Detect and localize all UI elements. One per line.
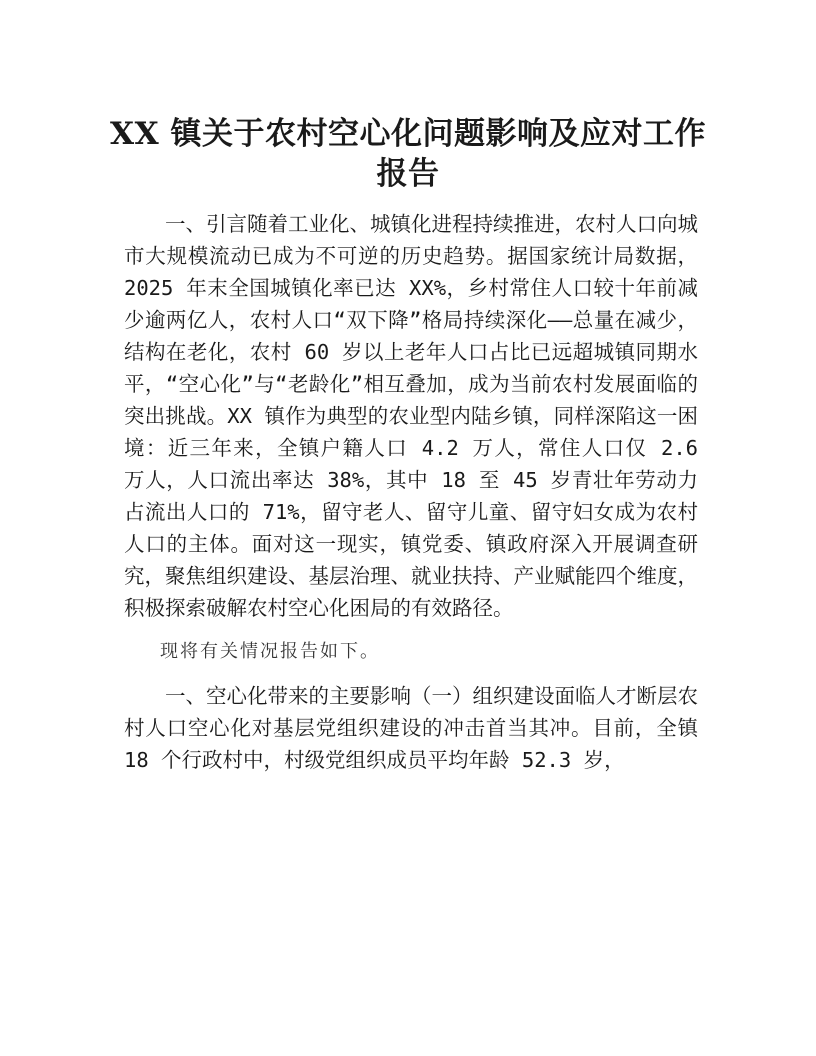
paragraph-section-one: 一、空心化带来的主要影响（一）组织建设面临人才断层农村人口空心化对基层党组织建设的冲击首当其冲。目前，全镇 18 个行政村中，村级党组织成员平均年龄 52.3 岁， [124, 684, 698, 772]
title-line-2: 报告 [376, 156, 440, 192]
paragraph-introduction: 一、引言随着工业化、城镇化进程持续推进，农村人口向城市大规模流动已成为不可逆的历史趋势。据国家统计局数据，2025 年末全国城镇化率已达 XX%，乡村常住人口较十年前减少逾两亿人，农村人口“双下降”格局持续深化——总量在减少，结构在老化，农村 60 岁以上老年人口占比已远超城镇同期水平，“空心化”与“老龄化”相互叠加，成为当前农村发展面临的突出挑战。XX 镇作为典型的农业型内陆乡镇，同样深陷这一困境：近三年来，全镇户籍人口 4.2 万人，常住人口仅 2.6 万人，人口流出率达 38%，其中 18 至 45 岁青壮年劳动力占流出人口的 71%，留守老人、留守儿童、留守妇女成为农村人口的主体。面对这一现实，镇党委、镇政府深入开展调查研究，聚焦组织建设、基层治理、就业扶持、产业赋能四个维度，积极探索破解农村空心化困局的有效路径。 [124, 212, 698, 620]
title-line-1: XX 镇关于农村空心化问题影响及应对工作 [110, 116, 706, 152]
document-body [124, 208, 698, 776]
paragraph-report-lead: 现将有关情况报告如下。 [160, 641, 380, 662]
document-title [100, 114, 716, 194]
